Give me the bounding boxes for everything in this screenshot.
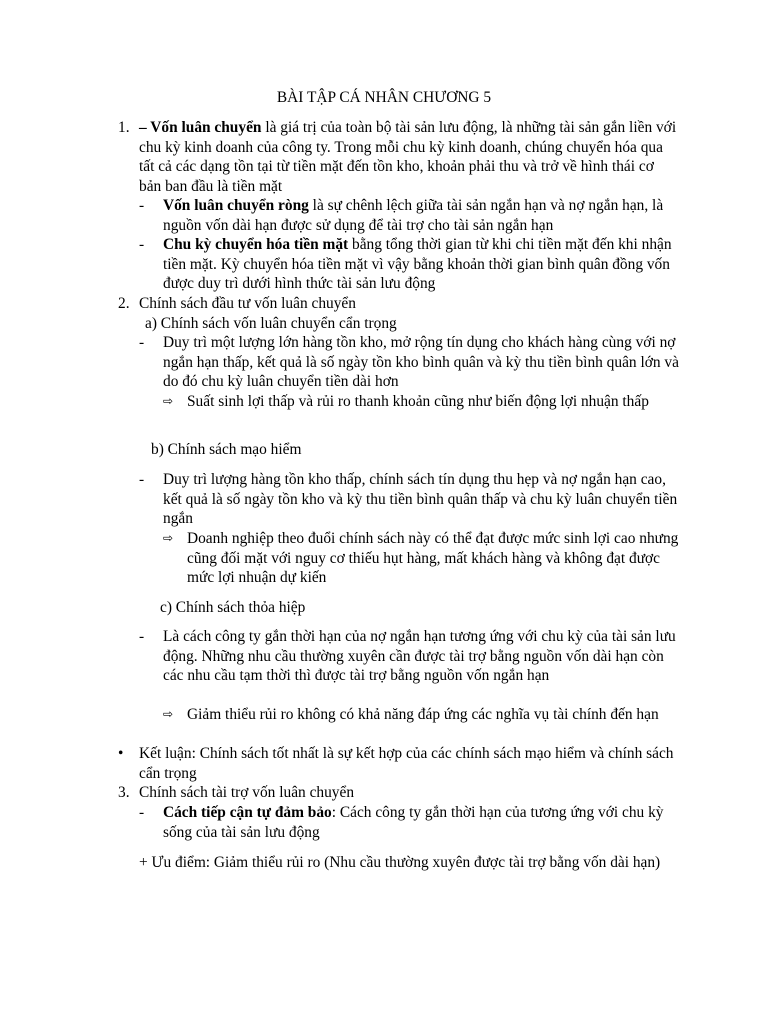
bullet-dash: -: [139, 628, 145, 645]
term-cash-conversion-cycle: Chu kỳ chuyển hóa tiền mặt: [163, 236, 349, 253]
term-matching-approach: Cách tiếp cận tự đảm bảo: [163, 804, 332, 821]
section-3-bullet: [163, 803, 691, 842]
section-3-advantage: + Ưu điểm: Giảm thiểu rủi ro (Nhu cầu thường xuyên được tài trợ bằng vốn dài hạn): [139, 854, 661, 871]
section-2a-heading: a) Chính sách vốn luân chuyển cẩn trọng: [145, 315, 397, 332]
conclusion-bullet-icon: •: [118, 745, 124, 762]
section-2c-bullet: Là cách công ty gắn thời hạn của nợ ngắn hạn tương ứng với chu kỳ của tài sản lưu động. Những nhu cầu thường xuyên cần được tài trợ bằng nguồn vốn dài hạn còn các nhu cầu tạm thời thì được tài trợ bằng nguồn vốn ngắn hạn: [163, 628, 676, 685]
section-1-bullet-cash-conversion-cycle: [163, 235, 686, 294]
bullet-text: là sự chênh lệch giữa tài sản ngắn hạn và nợ ngắn hạn, là nguồn vốn dài hạn được sử dụng để tài trợ cho tài sản ngắn hạn: [163, 197, 664, 234]
section-1-number: 1.: [118, 119, 130, 136]
bullet-dash: -: [139, 804, 145, 821]
section-2-conclusion: Kết luận: Chính sách tốt nhất là sự kết hợp của các chính sách mạo hiểm và chính sách cẩn trọng: [139, 745, 674, 782]
bullet-text: : Cách công ty gắn thời hạn của tương ứng với chu kỳ sống của tài sản lưu động: [163, 804, 664, 841]
section-2b-result: Doanh nghiệp theo đuổi chính sách này có thể đạt được mức sinh lợi cao nhưng cũng đối mặt với nguy cơ thiếu hụt hàng, mất khách hàng và không đạt được mức lợi nhuận dự kiến: [187, 530, 679, 587]
section-2-number: 2.: [118, 295, 130, 312]
section-2b-heading: b) Chính sách mạo hiểm: [151, 441, 302, 458]
page-title: BÀI TẬP CÁ NHÂN CHƯƠNG 5: [276, 89, 492, 106]
result-arrow-icon: ⇨: [163, 394, 174, 408]
result-arrow-icon: ⇨: [163, 531, 174, 545]
bullet-dash: -: [139, 236, 145, 253]
section-2c-result: Giảm thiểu rủi ro không có khả năng đáp ứng các nghĩa vụ tài chính đến hạn: [187, 706, 659, 723]
section-2-heading: Chính sách đầu tư vốn luân chuyển: [139, 295, 356, 312]
section-1-bullet-net-working-capital: [163, 196, 683, 235]
bullet-text: bằng tổng thời gian từ khi chi tiền mặt đến khi nhận tiền mặt. Kỳ chuyển hóa tiền mặt vì vậy bằng khoản thời gian bình quân đồng vốn được duy trì dưới hình thức tài sản lưu động: [163, 236, 672, 293]
section-1-paragraph: [139, 118, 679, 196]
bullet-dash: -: [139, 471, 145, 488]
section-2b-bullet: Duy trì lượng hàng tồn kho thấp, chính sách tín dụng thu hẹp và nợ ngắn hạn cao, kết quả là số ngày tồn kho và kỳ thu tiền bình quân thấp và chu kỳ luân chuyển tiền ngắn: [163, 471, 678, 528]
section-2a-bullet: Duy trì một lượng lớn hàng tồn kho, mở rộng tín dụng cho khách hàng cùng với nợ ngắn hạn thấp, kết quả là số ngày tồn kho bình quân và kỳ thu tiền bình quân lớn và do đó chu kỳ luân chuyển tiền dài hơn: [163, 334, 679, 391]
result-arrow-icon: ⇨: [163, 707, 174, 721]
term-net-working-capital: Vốn luân chuyển ròng: [163, 197, 309, 214]
bullet-dash: -: [139, 197, 145, 214]
section-3-number: 3.: [118, 784, 130, 801]
section-2a-result: Suất sinh lợi thấp và rủi ro thanh khoản cũng như biến động lợi nhuận thấp: [187, 393, 649, 410]
bullet-dash: -: [139, 334, 145, 351]
section-1-lead: – Vốn luân chuyển: [139, 119, 262, 136]
section-1-text: là giá trị của toàn bộ tài sản lưu động, là những tài sản gắn liền với chu kỳ kinh doanh của công ty. Trong mỗi chu kỳ kinh doanh, chúng chuyển hóa qua tất cả các dạng tồn tại từ tiền mặt đến tồn kho, khoản phải thu và trở về hình thái cơ bản ban đầu là tiền mặt: [139, 119, 677, 195]
section-2c-heading: c) Chính sách thỏa hiệp: [160, 599, 306, 616]
section-3-heading: Chính sách tài trợ vốn luân chuyển: [139, 784, 355, 801]
